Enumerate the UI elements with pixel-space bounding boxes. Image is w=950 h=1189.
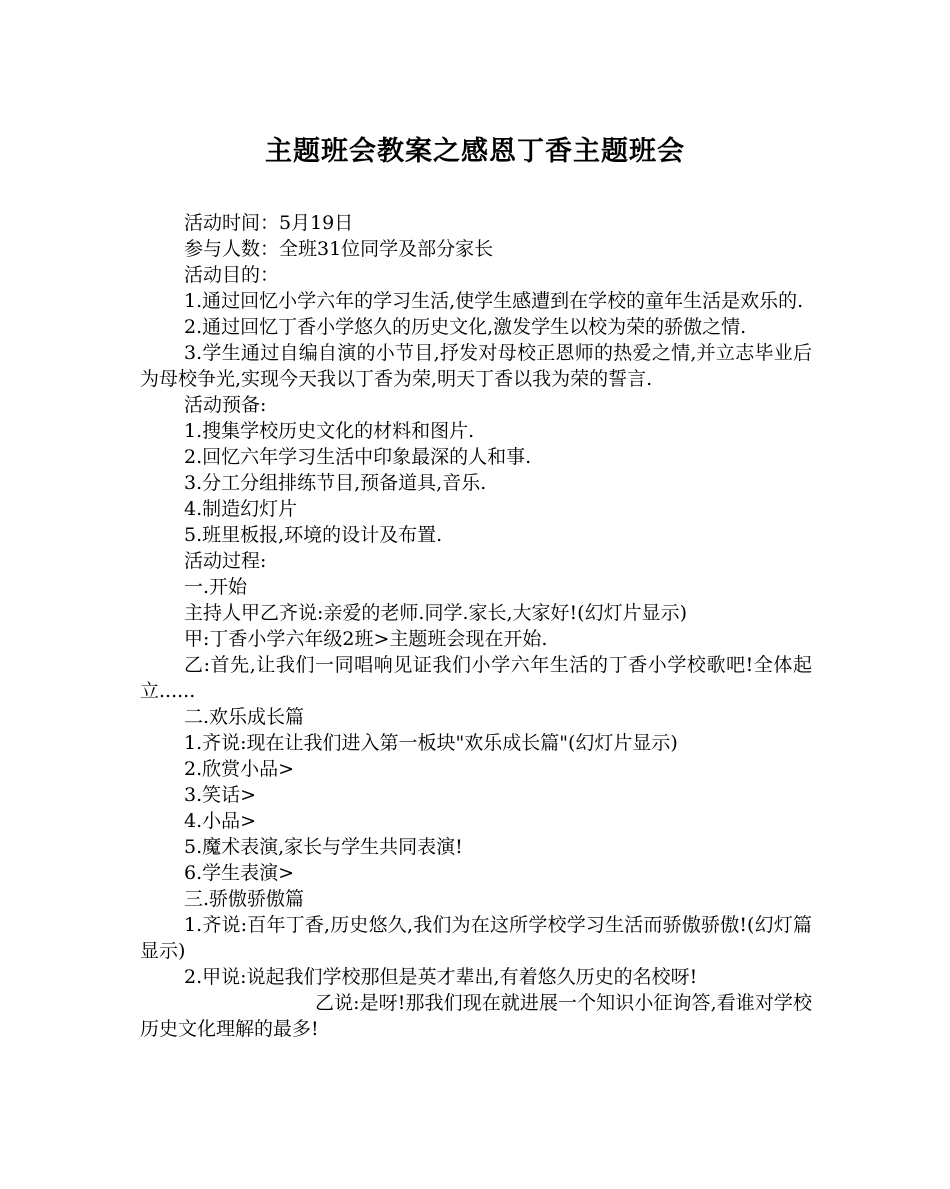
paragraph: 6.学生表演> [184, 862, 295, 884]
paragraph: 1.齐说:百年丁香,历史悠久,我们为在这所学校学习生活而骄傲骄傲!(幻灯篇显示) [140, 914, 812, 962]
paragraph: 2.通过回忆丁香小学悠久的历史文化,激发学生以校为荣的骄傲之情. [184, 316, 747, 338]
paragraph: 乙:首先,让我们一同唱响见证我们小学六年生活的丁香小学校歌吧!全体起立...... [140, 654, 812, 702]
paragraph: 3.学生通过自编自演的小节目,抒发对母校正恩师的热爱之情,并立志毕业后为母校争光,实现今天我以丁香为荣,明天丁香以我为荣的誓言. [140, 342, 812, 390]
paragraph: 1.齐说:现在让我们进入第一板块"欢乐成长篇"(幻灯片显示) [184, 732, 678, 754]
paragraph: 5.班里板报,环境的设计及布置. [184, 524, 443, 546]
paragraph: 1.通过回忆小学六年的学习生活,使学生感遭到在学校的童年生活是欢乐的. [184, 290, 804, 312]
paragraph: 2.甲说:说起我们学校那但是英才辈出,有着悠久历史的名校呀! [184, 966, 698, 988]
paragraph: 3.分工分组排练节目,预备道具,音乐. [184, 472, 487, 494]
paragraph: 3.笑话> [184, 784, 257, 806]
paragraph: 二.欢乐成长篇 [184, 706, 305, 728]
paragraph: 主持人甲乙齐说:亲爱的老师.同学.家长,大家好!(幻灯片显示) [184, 602, 687, 624]
paragraph: 活动预备: [184, 394, 267, 416]
paragraph: 5.魔术表演,家长与学生共同表演! [184, 836, 463, 858]
paragraph: 2.欣赏小品> [184, 758, 295, 780]
paragraph: 一.开始 [184, 576, 248, 598]
paragraph: 2.回忆六年学习生活中印象最深的人和事. [184, 446, 532, 468]
paragraph: 活动时间：5月19日 [184, 212, 354, 234]
document-body [140, 210, 812, 1042]
paragraph: 1.搜集学校历史文化的材料和图片. [184, 420, 475, 442]
document-title: 主题班会教案之感恩丁香主题班会 [265, 136, 685, 167]
paragraph: 4.小品> [184, 810, 257, 832]
paragraph: 活动目的： [184, 264, 280, 286]
paragraph: 参与人数：全班31位同学及部分家长 [184, 238, 494, 260]
paragraph: 三.骄傲骄傲篇 [184, 888, 305, 910]
paragraph: 甲:丁香小学六年级2班>主题班会现在开始. [184, 628, 548, 650]
paragraph: 乙说:是呀!那我们现在就进展一个知识小征询答,看谁对学校历史文化理解的最多! [140, 992, 812, 1040]
paragraph: 4.制造幻灯片 [184, 498, 298, 520]
paragraph: 活动过程: [184, 550, 267, 572]
